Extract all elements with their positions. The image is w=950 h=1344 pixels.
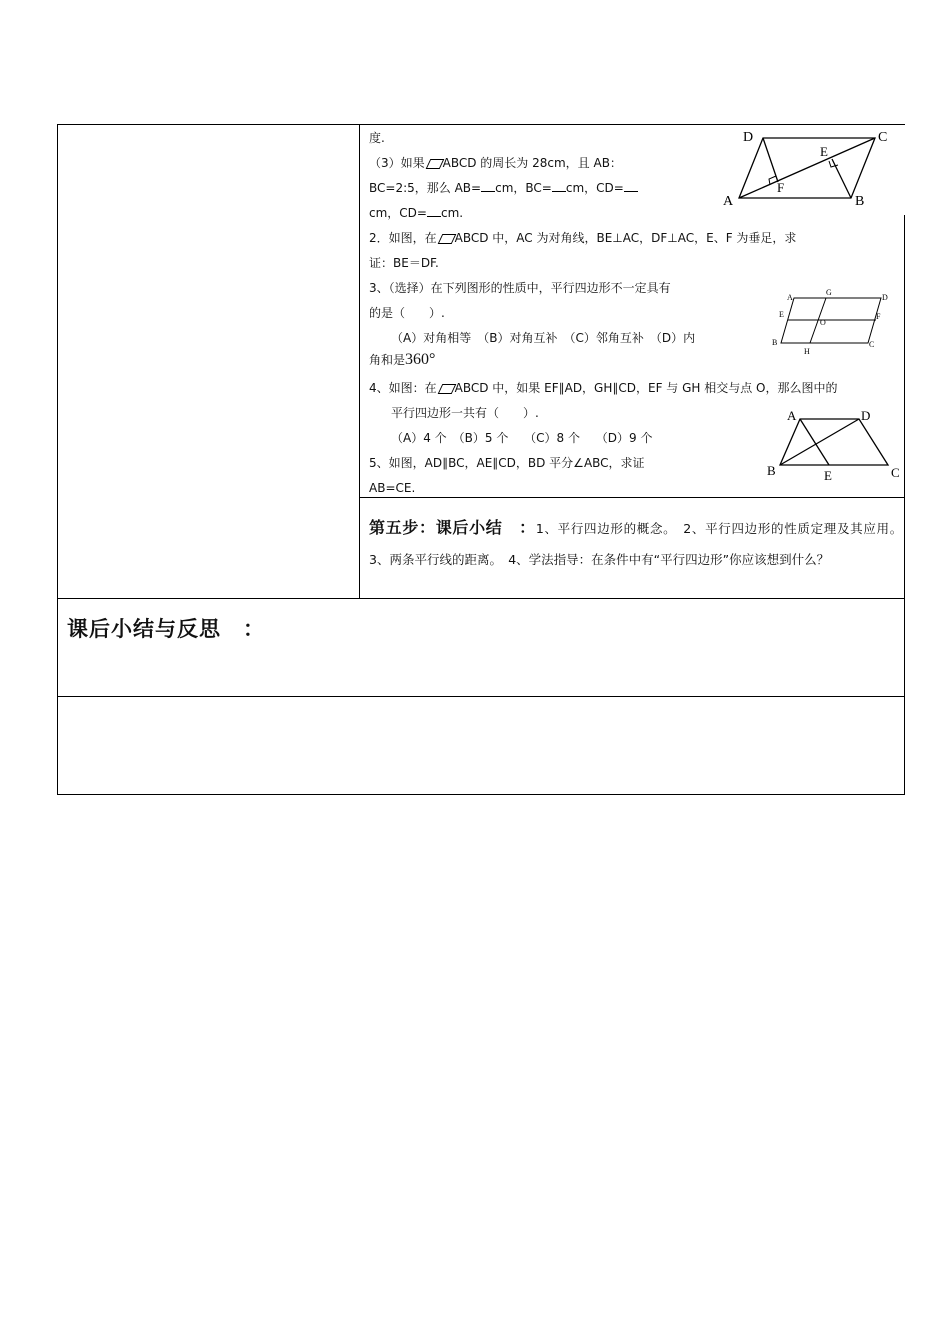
figure-label: B bbox=[772, 338, 778, 347]
left-column-cell bbox=[58, 125, 360, 599]
step-five-cell bbox=[360, 498, 909, 599]
parallelogram-symbol-icon bbox=[437, 234, 456, 244]
figure-label: F bbox=[876, 312, 881, 321]
text-line: 3、（选择）在下列图形的性质中，平行四边形不一定具有 bbox=[369, 281, 671, 295]
exercise-2-line: 2．如图，在 ABCD 中，AC 为对角线，BE⊥AC，DF⊥AC，E、F 为垂足，求 bbox=[369, 231, 797, 245]
figure-label: O bbox=[820, 318, 826, 327]
text-line: 度. bbox=[369, 131, 385, 145]
figure-label: C bbox=[869, 340, 875, 349]
text-line: 5、如图，AD∥BC，AE∥CD，BD 平分∠ABC，求证 bbox=[369, 456, 645, 470]
figure-parallelogram-diagonal bbox=[715, 125, 905, 215]
figure-label: E bbox=[779, 310, 784, 319]
figure-label: D bbox=[882, 293, 888, 302]
parallelogram-symbol-icon bbox=[425, 159, 444, 169]
figure-label: C bbox=[878, 130, 888, 145]
figure-label: D bbox=[743, 130, 754, 145]
figure-label: B bbox=[767, 463, 776, 478]
worksheet-table bbox=[57, 124, 909, 795]
text-line: 证：BE＝DF. bbox=[369, 256, 439, 270]
exercise-3-blanks-line: BC=2:5，那么 AB= cm，BC= cm，CD= bbox=[369, 181, 638, 195]
exercise-cell bbox=[360, 125, 905, 498]
options-line: （A）对角相等 （B）对角互补 （C）邻角互补 （D）内 bbox=[391, 331, 696, 345]
figure-label: G bbox=[826, 288, 832, 297]
options-line: （A）4 个 （B）5 个 （C）8 个 （D）9 个 bbox=[391, 431, 653, 445]
figure-label: H bbox=[804, 347, 810, 356]
answer-blank[interactable] bbox=[427, 206, 441, 217]
figure-label: D bbox=[861, 408, 871, 423]
answer-blank[interactable] bbox=[624, 181, 638, 192]
empty-writing-cell[interactable] bbox=[58, 697, 905, 795]
step-five-body: 1、平行四边形的概念。 2、平行四边形的性质定理及其应用。 3、两条平行线的距离。 4、学法指导：在条件中有“平行四边形”你应该想到什么？ bbox=[369, 521, 909, 567]
exercise-4-line: 4、如图：在 ABCD 中，如果 EF∥AD，GH∥CD，EF 与 GH 相交与点 O，那么图中的 bbox=[369, 381, 838, 395]
figure-label: C bbox=[891, 465, 900, 480]
step-five-title: 第五步：课后小结 ： bbox=[369, 518, 536, 537]
figure-parallelogram-grid bbox=[764, 285, 894, 360]
answer-blank[interactable] bbox=[481, 181, 495, 192]
reflection-title: 课后小结与反思 ： bbox=[67, 617, 265, 641]
figure-label: A bbox=[787, 408, 797, 423]
figure-label: F bbox=[777, 180, 785, 195]
text-line: 的是（ ）. bbox=[369, 306, 445, 320]
answer-blank[interactable] bbox=[552, 181, 566, 192]
exercise-3-perimeter: （3）如果 ABCD 的周长为 28cm，且 AB： bbox=[369, 156, 622, 170]
exercise-3-blanks-line-2: cm，CD= cm. bbox=[369, 206, 464, 220]
figure-label: B bbox=[855, 194, 865, 209]
figure-trapezoid bbox=[760, 403, 905, 488]
options-line-2: 角和是360° bbox=[369, 351, 436, 368]
reflection-cell bbox=[58, 599, 905, 697]
figure-label: E bbox=[824, 468, 832, 483]
text-line: 平行四边形一共有（ ）. bbox=[391, 406, 539, 420]
figure-label: E bbox=[820, 144, 828, 159]
step-five-summary bbox=[369, 512, 909, 575]
text-line: AB=CE. bbox=[369, 481, 416, 495]
figure-label: A bbox=[787, 293, 793, 302]
parallelogram-symbol-icon bbox=[437, 384, 456, 394]
figure-label: A bbox=[723, 194, 734, 209]
